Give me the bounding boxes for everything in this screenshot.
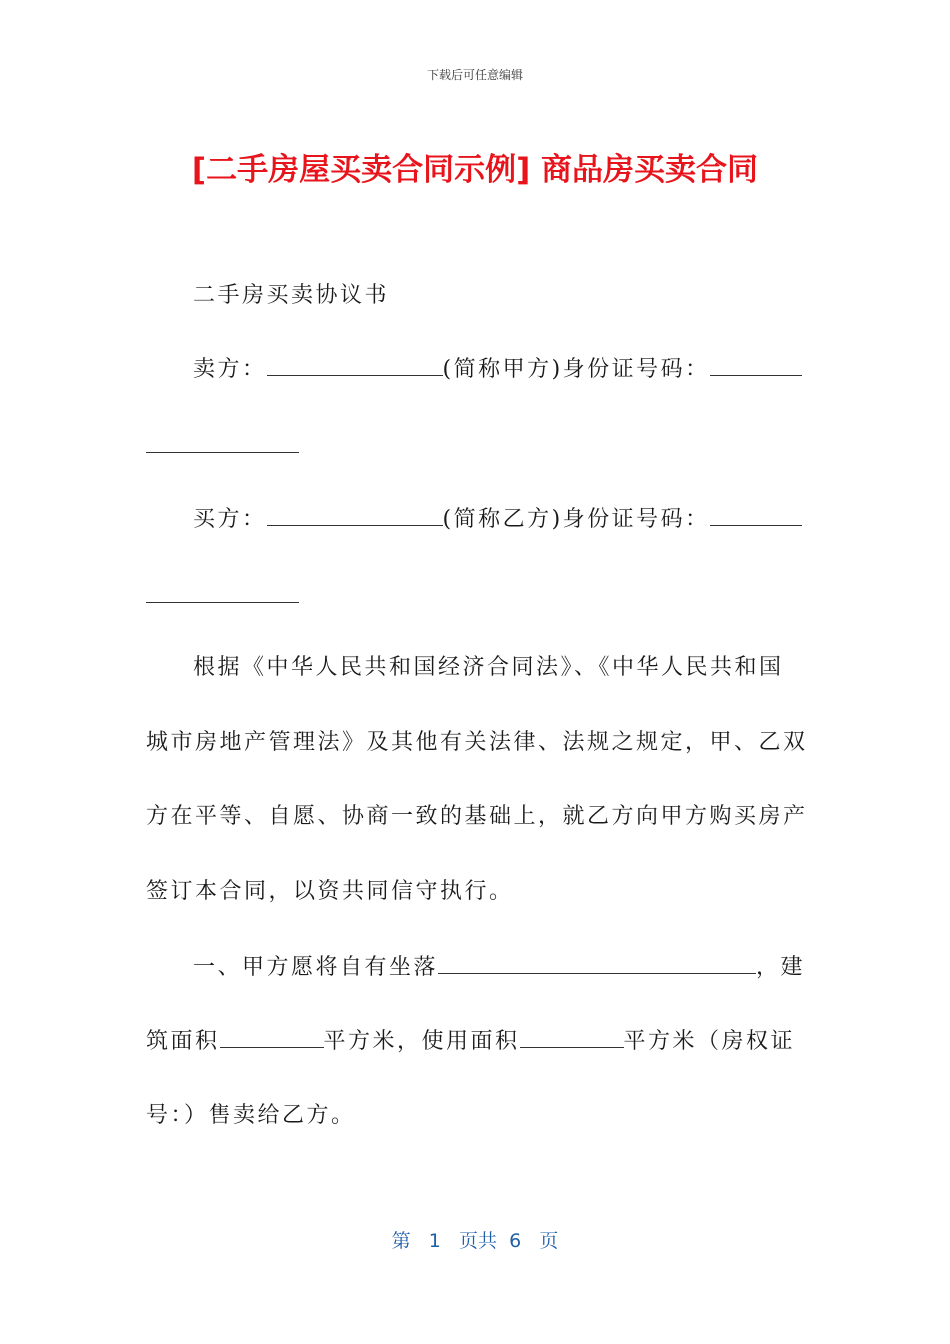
- paragraph-line: 城市房地产管理法》及其他有关法律、法规之规定，甲、乙双: [146, 730, 808, 755]
- page-footer: [0, 1226, 950, 1253]
- property-location-blank[interactable]: [438, 953, 756, 974]
- buyer-line: [193, 505, 805, 535]
- seller-alias: (简称甲方)身份证号码：: [442, 357, 710, 382]
- certificate-label: 平方米（房权证: [623, 1029, 796, 1054]
- seller-id-blank-continued[interactable]: [146, 452, 299, 453]
- buyer-id-blank-continued[interactable]: [146, 602, 299, 603]
- paragraph-line: 方在平等、自愿、协商一致的基础上，就乙方向甲方购买房产: [146, 804, 808, 829]
- seller-line: [193, 355, 805, 385]
- page-number: 1: [428, 1230, 441, 1252]
- paragraph-line: 根据《中华人民共和国经济合同法》、《中华人民共和国: [193, 655, 784, 680]
- buyer-name-blank[interactable]: [267, 505, 443, 526]
- page-suffix: 页: [539, 1230, 559, 1252]
- built-area-blank[interactable]: [220, 1027, 324, 1048]
- usable-area-blank[interactable]: [520, 1027, 624, 1048]
- header-note: 下载后可任意编辑: [426, 68, 523, 82]
- seller-label: 卖方：: [193, 357, 267, 382]
- clause-one-line: [193, 953, 805, 983]
- buyer-label: 买方：: [193, 507, 267, 532]
- page-prefix: 第: [391, 1230, 411, 1252]
- document-title: [二手房屋买卖合同示例] 商品房买卖合同: [191, 152, 759, 188]
- paragraph-line: 签订本合同，以资共同信守执行。: [146, 879, 514, 904]
- clause-one-prefix: 一、甲方愿将自有坐落: [193, 955, 439, 980]
- agreement-heading: 二手房买卖协议书: [193, 283, 390, 308]
- clause-one-suffix: ，建: [756, 955, 806, 980]
- built-area-label: 筑面积: [146, 1029, 220, 1054]
- seller-name-blank[interactable]: [267, 355, 443, 376]
- clause-one-area-line: [146, 1027, 806, 1057]
- usable-area-label: 平方米，使用面积: [323, 1029, 520, 1054]
- buyer-alias: (简称乙方)身份证号码：: [442, 507, 710, 532]
- page-total: 6: [509, 1230, 522, 1252]
- page-mid: 页共: [459, 1230, 498, 1252]
- seller-id-blank[interactable]: [710, 355, 802, 376]
- clause-one-end-line: 号：）售卖给乙方。: [146, 1103, 356, 1128]
- buyer-id-blank[interactable]: [710, 505, 802, 526]
